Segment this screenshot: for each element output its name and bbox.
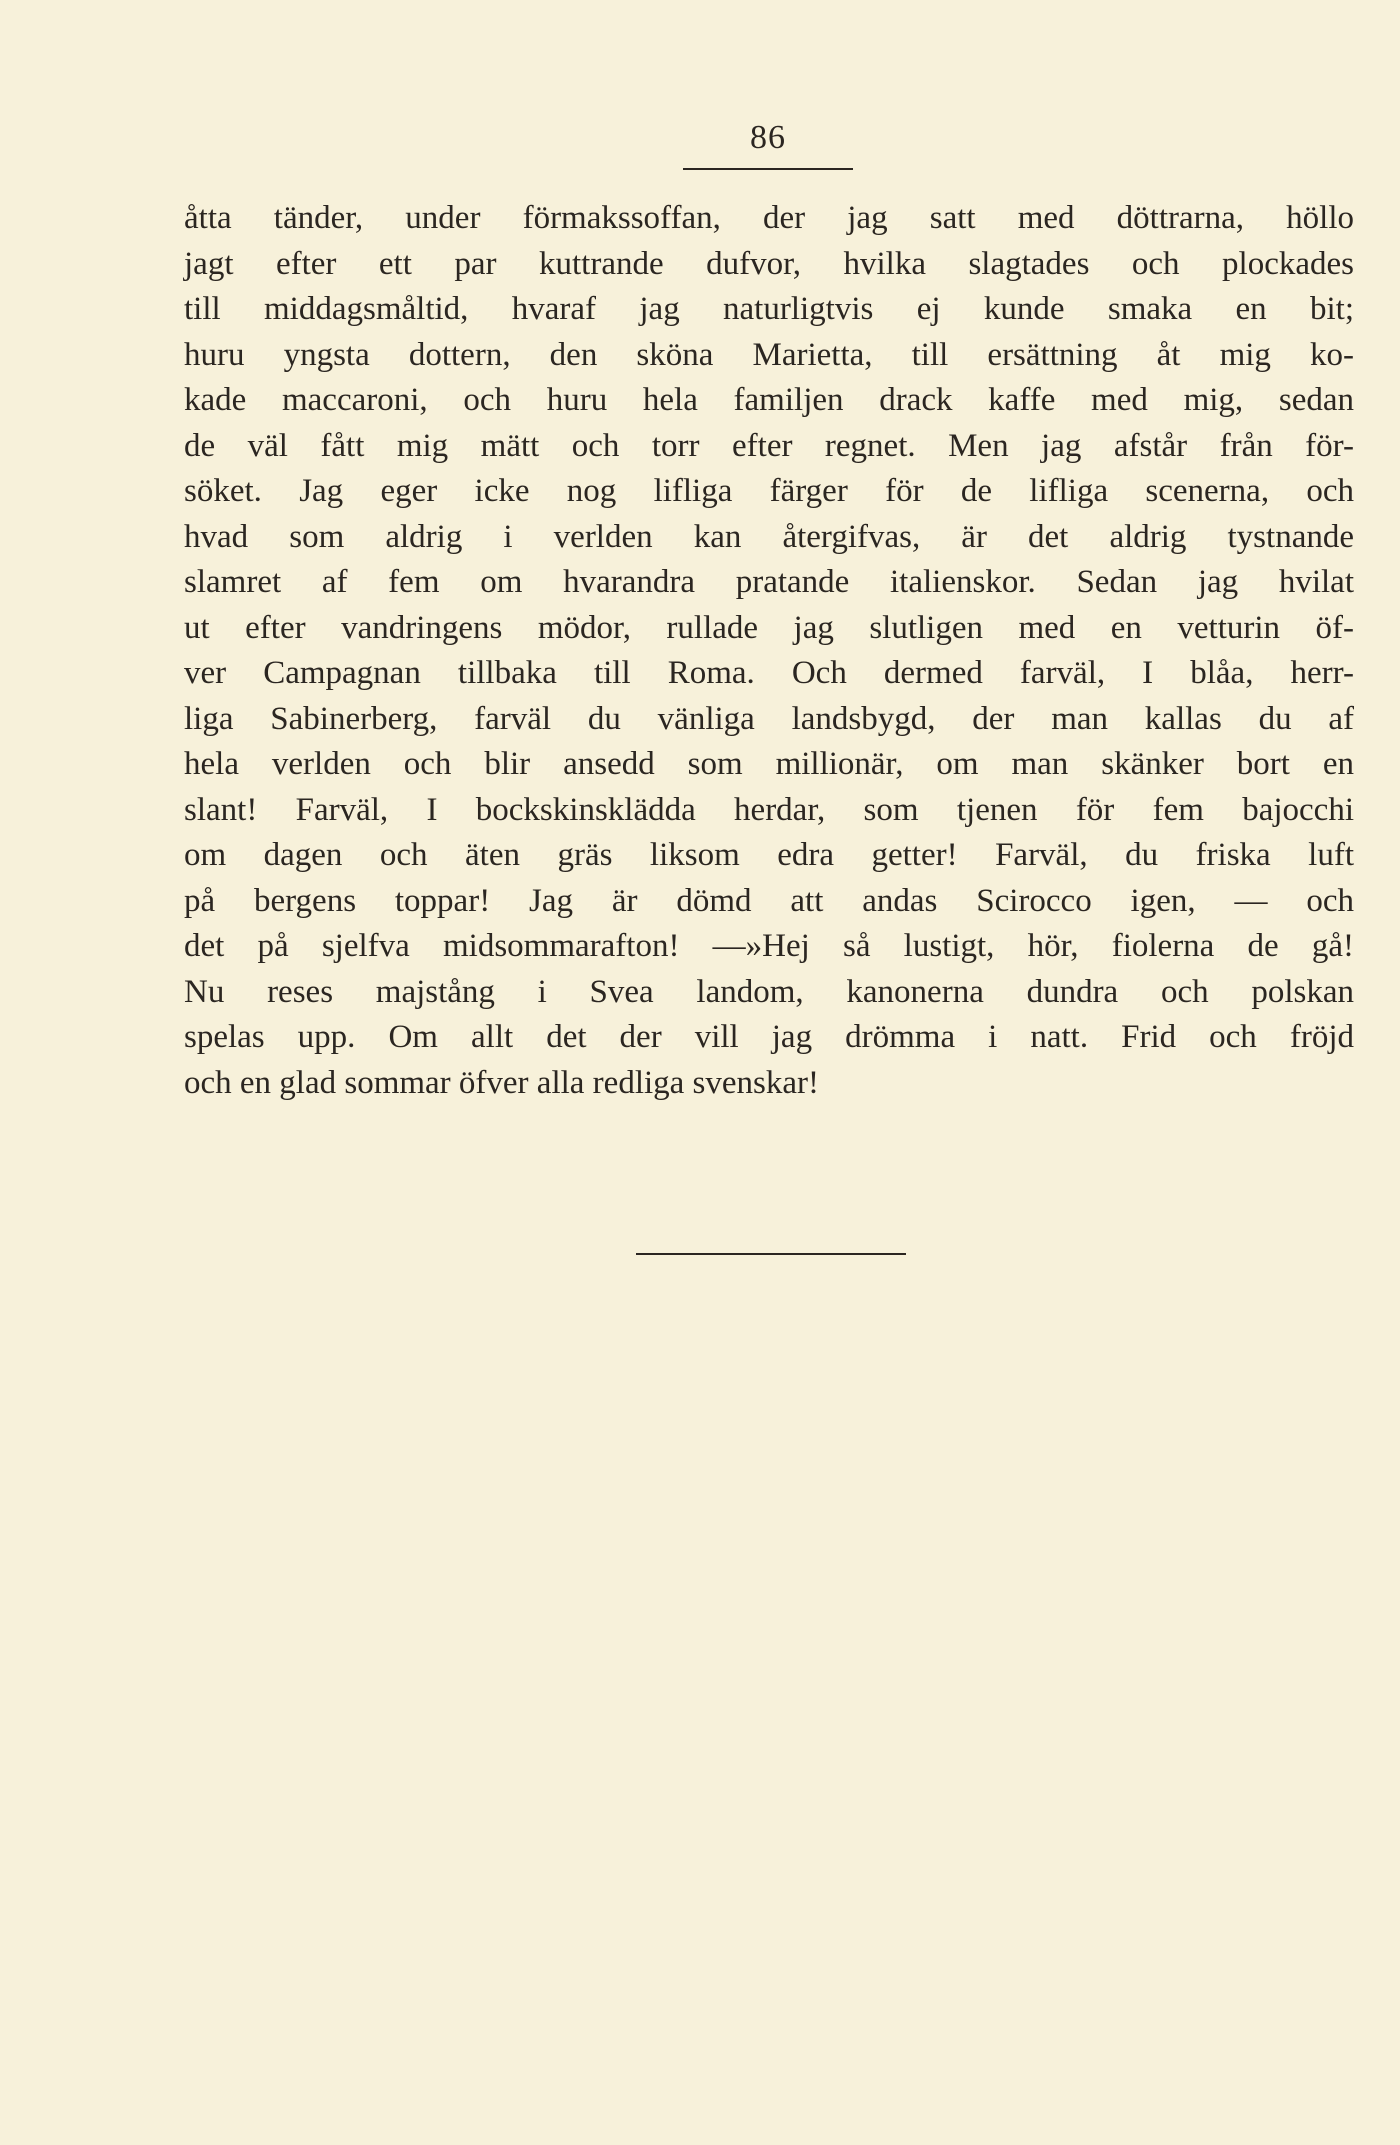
- text-line: Nu reses majstång i Svea landom, kanonerna dundra och polskan: [184, 973, 1354, 1010]
- text-line: liga Sabinerberg, farväl du vänliga landsbygd, der man kallas du af: [184, 700, 1354, 737]
- text-line: ver Campagnan tillbaka till Roma. Och dermed farväl, I blåa, herr-: [184, 655, 1354, 691]
- text-line: de väl fått mig mätt och torr efter regnet. Men jag afstår från för-: [184, 427, 1354, 464]
- page-number: 86: [750, 119, 786, 156]
- text-line: hela verlden och blir ansedd som millionär, om man skänker bort en: [184, 746, 1354, 782]
- text-line: slamret af fem om hvarandra pratande italienskor. Sedan jag hvilat: [184, 564, 1354, 600]
- text-line: om dagen och äten gräs liksom edra getter! Farväl, du friska luft: [184, 837, 1354, 873]
- body-text: [184, 196, 1354, 1106]
- text-line: till middagsmåltid, hvaraf jag naturligtvis ej kunde smaka en bit;: [184, 291, 1354, 327]
- header-rule: [683, 168, 853, 170]
- text-line: det på sjelfva midsommarafton! —»Hej så lustigt, hör, fiolerna de gå!: [184, 928, 1354, 964]
- text-line: söket. Jag eger icke nog lifliga färger för de lifliga scenerna, och: [184, 473, 1354, 509]
- text-line: slant! Farväl, I bockskinsklädda herdar, som tjenen för fem bajocchi: [184, 791, 1354, 828]
- text-line: spelas upp. Om allt det der vill jag drömma i natt. Frid och fröjd: [184, 1019, 1354, 1055]
- text-line: kade maccaroni, och huru hela familjen drack kaffe med mig, sedan: [184, 382, 1354, 418]
- end-rule: [636, 1253, 906, 1255]
- text-line: på bergens toppar! Jag är dömd att andas Scirocco igen, — och: [184, 882, 1354, 919]
- text-line: hvad som aldrig i verlden kan återgifvas, är det aldrig tystnande: [184, 518, 1354, 555]
- text-line: och en glad sommar öfver alla redliga svenskar!: [184, 1064, 820, 1101]
- text-line: jagt efter ett par kuttrande dufvor, hvilka slagtades och plockades: [184, 245, 1354, 282]
- text-line: åtta tänder, under förmakssoffan, der jag satt med döttrarna, höllo: [184, 200, 1354, 236]
- text-line: ut efter vandringens mödor, rullade jag slutligen med en vetturin öf-: [184, 609, 1354, 646]
- text-line: huru yngsta dottern, den sköna Marietta, till ersättning åt mig ko-: [184, 336, 1354, 373]
